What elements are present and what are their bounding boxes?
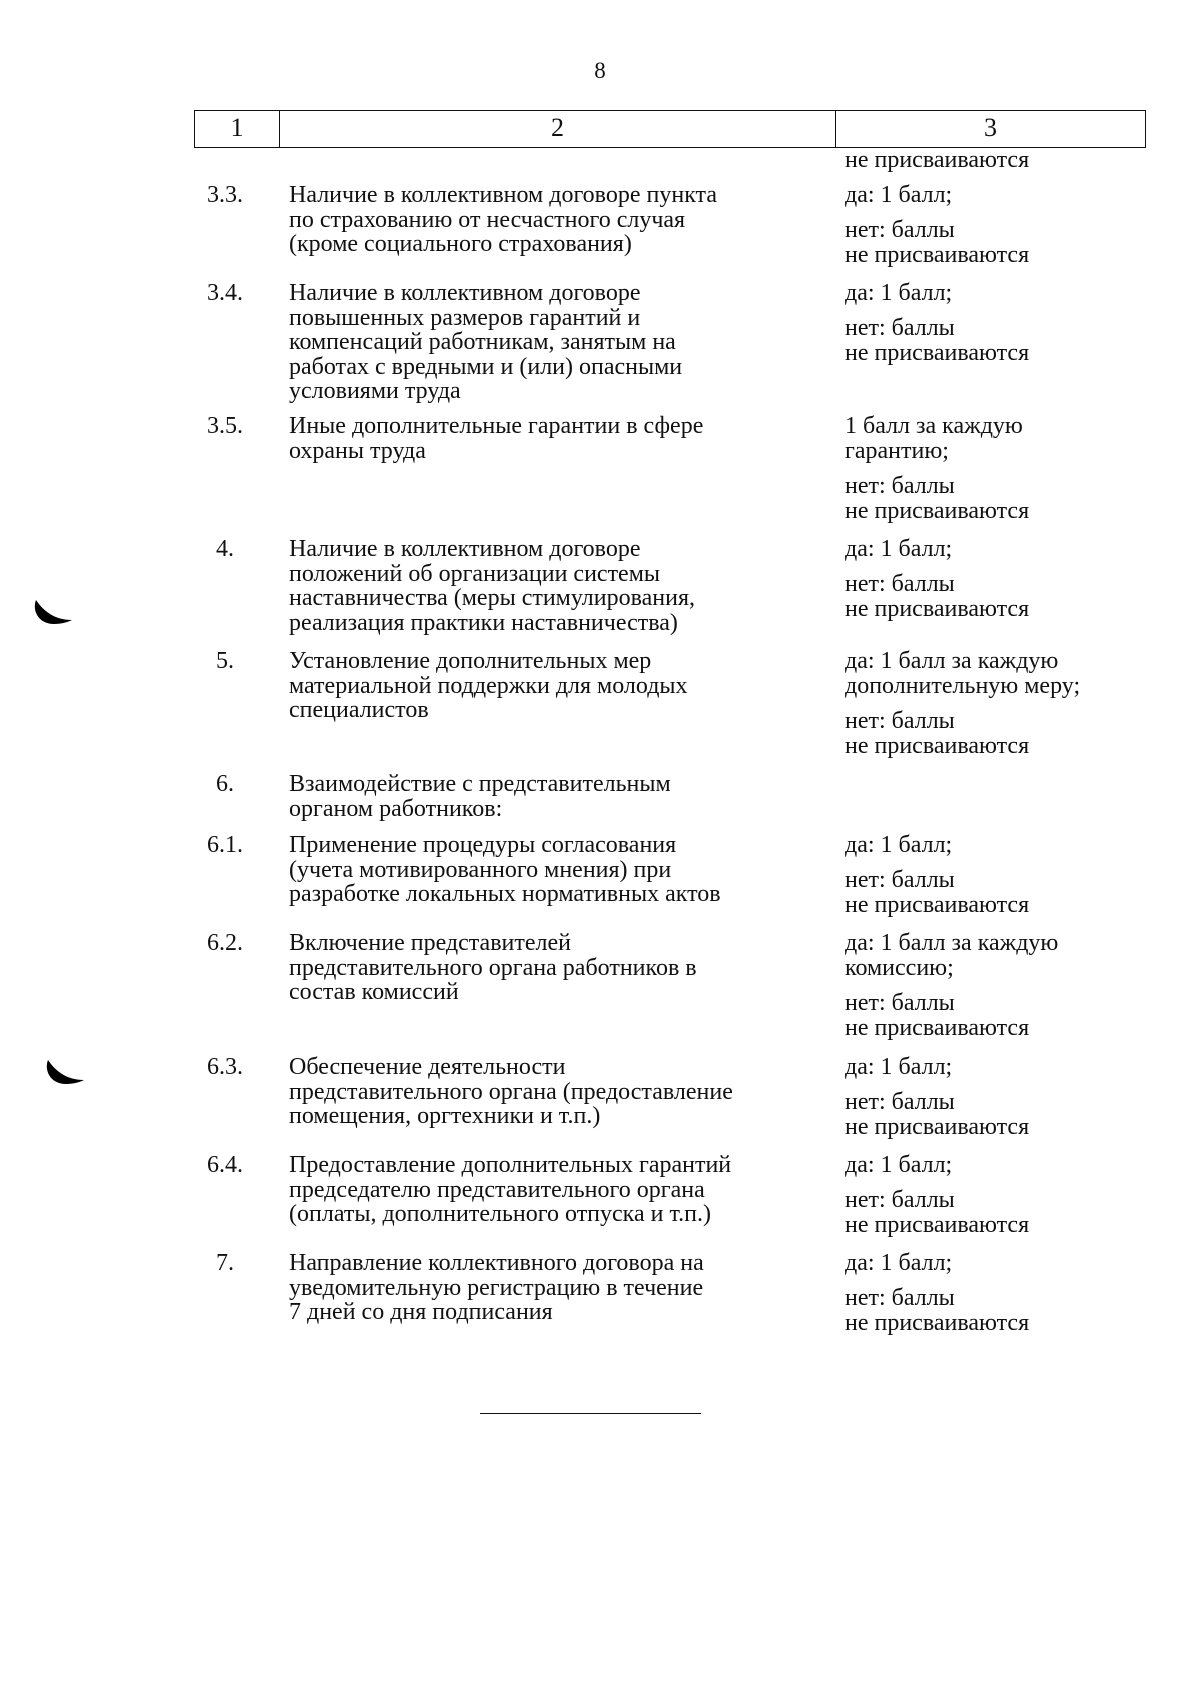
score-line: нет: баллы (845, 708, 955, 734)
description-line: специалистов (289, 697, 429, 723)
description-line: Обеспечение деятельности (289, 1054, 566, 1080)
criteria-description (289, 414, 829, 463)
score-paragraph (845, 1286, 1145, 1336)
score-paragraph (845, 833, 1145, 858)
score-paragraph (845, 1055, 1145, 1080)
scan-hole-mark-bottom (42, 1058, 86, 1088)
criteria-number: 6.1. (207, 832, 243, 858)
score-line: нет: баллы (845, 315, 955, 341)
score-line: не присваиваются (845, 340, 1030, 366)
description-line: условиями труда (289, 378, 461, 404)
score-paragraph (845, 316, 1145, 366)
criteria-description (289, 649, 829, 723)
description-line: реализация практики наставничества) (289, 609, 678, 636)
scan-hole-mark-top (30, 598, 74, 628)
score-line: нет: баллы (845, 1285, 955, 1311)
description-line: (учета мотивированного мнения) при (289, 856, 672, 883)
score-line: да: 1 балл; (845, 1250, 953, 1276)
header-col-1: 1 (195, 111, 280, 147)
criteria-number: 6.3. (207, 1054, 243, 1080)
score-paragraph (845, 1153, 1145, 1178)
page-number: 8 (594, 58, 606, 83)
description-line: Применение процедуры согласования (289, 832, 677, 858)
description-line: работах с вредными и (или) опасными (289, 353, 683, 380)
criteria-score (845, 1055, 1145, 1140)
score-line: нет: баллы (845, 1187, 955, 1213)
description-line: уведомительную регистрацию в течение (289, 1274, 704, 1301)
criteria-description (289, 931, 829, 1005)
description-line: положений об организации системы (289, 560, 661, 587)
score-line: не присваиваются (845, 892, 1030, 918)
criteria-description (289, 1251, 829, 1325)
description-line: Наличие в коллективном договоре пункта (289, 182, 717, 208)
criteria-description (289, 1153, 829, 1227)
description-line: Наличие в коллективном договоре (289, 536, 641, 562)
score-line: да: 1 балл; (845, 182, 953, 208)
criteria-description (289, 183, 829, 257)
criteria-score (845, 833, 1145, 918)
description-line: (оплаты, дополнительного отпуска и т.п.) (289, 1201, 711, 1227)
score-line: нет: баллы (845, 867, 955, 893)
score-paragraph (845, 1090, 1145, 1140)
score-line: не присваиваются (845, 596, 1030, 622)
score-line: не присваиваются (845, 498, 1030, 524)
score-line: да: 1 балл за каждую (845, 648, 1059, 674)
score-line: нет: баллы (845, 473, 955, 499)
score-line: гарантию; (845, 438, 949, 464)
description-line: Направление коллективного договора на (289, 1250, 704, 1276)
score-paragraph (845, 709, 1145, 759)
description-line: разработке локальных нормативных актов (289, 881, 721, 907)
score-line: не присваиваются (845, 1114, 1030, 1140)
score-paragraph (845, 183, 1145, 208)
criteria-description (289, 833, 829, 907)
criteria-number: 6. (216, 771, 234, 797)
criteria-description (289, 281, 829, 404)
description-line: 7 дней со дня подписания (289, 1299, 553, 1325)
criteria-description (289, 1055, 829, 1129)
description-line: Наличие в коллективном договоре (289, 280, 641, 306)
score-line: да: 1 балл; (845, 536, 953, 562)
criteria-number: 6.4. (207, 1152, 243, 1178)
score-line: да: 1 балл; (845, 832, 953, 858)
score-paragraph (845, 414, 1145, 464)
description-line: Предоставление дополнительных гарантий (289, 1152, 732, 1178)
criteria-score (845, 1251, 1145, 1336)
score-line: нет: баллы (845, 217, 955, 243)
description-line: представительного органа работников в (289, 954, 697, 981)
description-line: Включение представителей (289, 930, 571, 956)
score-paragraph (845, 991, 1145, 1041)
description-line: представительного органа (предоставление (289, 1078, 733, 1105)
description-line: по страхованию от несчастного случая (289, 206, 686, 233)
header-col-3: 3 (984, 113, 997, 142)
criteria-number: 3.3. (207, 182, 243, 208)
criteria-score (845, 1153, 1145, 1238)
description-line: охраны труда (289, 437, 426, 464)
criteria-score (845, 537, 1145, 622)
score-paragraph (845, 572, 1145, 622)
score-paragraph (845, 649, 1145, 699)
score-line: нет: баллы (845, 990, 955, 1016)
criteria-score (845, 414, 1145, 524)
score-line: 1 балл за каждую (845, 413, 1023, 439)
carryover-score-text: не присваиваются (845, 147, 1030, 173)
score-paragraph (845, 931, 1145, 981)
description-line: состав комиссий (289, 979, 459, 1005)
description-line: повышенных размеров гарантий и (289, 304, 641, 331)
header-col-2: 2 (280, 111, 836, 147)
score-paragraph (845, 474, 1145, 524)
score-line: комиссию; (845, 955, 954, 981)
score-line: да: 1 балл; (845, 1054, 953, 1080)
table-header (194, 110, 1146, 148)
score-line: не присваиваются (845, 733, 1030, 759)
criteria-description (289, 772, 829, 821)
description-line: компенсаций работникам, занятым на (289, 329, 676, 355)
score-line: не присваиваются (845, 242, 1030, 268)
criteria-description (289, 537, 829, 635)
description-line: наставничества (меры стимулирования, (289, 585, 696, 611)
score-paragraph (845, 281, 1145, 306)
description-line: Взаимодействие с представительным (289, 771, 671, 797)
score-line: нет: баллы (845, 571, 955, 597)
score-paragraph (845, 1251, 1145, 1276)
criteria-number: 3.4. (207, 280, 243, 306)
score-line: не присваиваются (845, 1015, 1030, 1041)
score-paragraph (845, 868, 1145, 918)
end-rule (480, 1413, 701, 1414)
score-line: да: 1 балл; (845, 1152, 953, 1178)
criteria-number: 4. (216, 536, 234, 562)
score-line: да: 1 балл; (845, 280, 953, 306)
score-line: да: 1 балл за каждую (845, 930, 1059, 956)
criteria-number: 3.5. (207, 413, 243, 439)
criteria-number: 6.2. (207, 930, 243, 956)
description-line: председателю представительного органа (289, 1176, 705, 1203)
criteria-score (845, 649, 1145, 759)
description-line: (кроме социального страхования) (289, 231, 632, 257)
score-line: дополнительную меру; (845, 673, 1081, 699)
description-line: помещения, оргтехники и т.п.) (289, 1103, 601, 1129)
score-line: нет: баллы (845, 1089, 955, 1115)
score-paragraph (845, 537, 1145, 562)
score-paragraph (845, 1188, 1145, 1238)
criteria-score (845, 281, 1145, 366)
description-line: материальной поддержки для молодых (289, 672, 688, 699)
score-line: не присваиваются (845, 1212, 1030, 1238)
score-paragraph (845, 218, 1145, 268)
description-line: органом работников: (289, 795, 503, 822)
criteria-number: 7. (216, 1250, 234, 1276)
score-line: не присваиваются (845, 1310, 1030, 1336)
criteria-score (845, 931, 1145, 1041)
description-line: Установление дополнительных мер (289, 648, 652, 674)
criteria-number: 5. (216, 648, 234, 674)
description-line: Иные дополнительные гарантии в сфере (289, 413, 704, 439)
criteria-score (845, 183, 1145, 268)
